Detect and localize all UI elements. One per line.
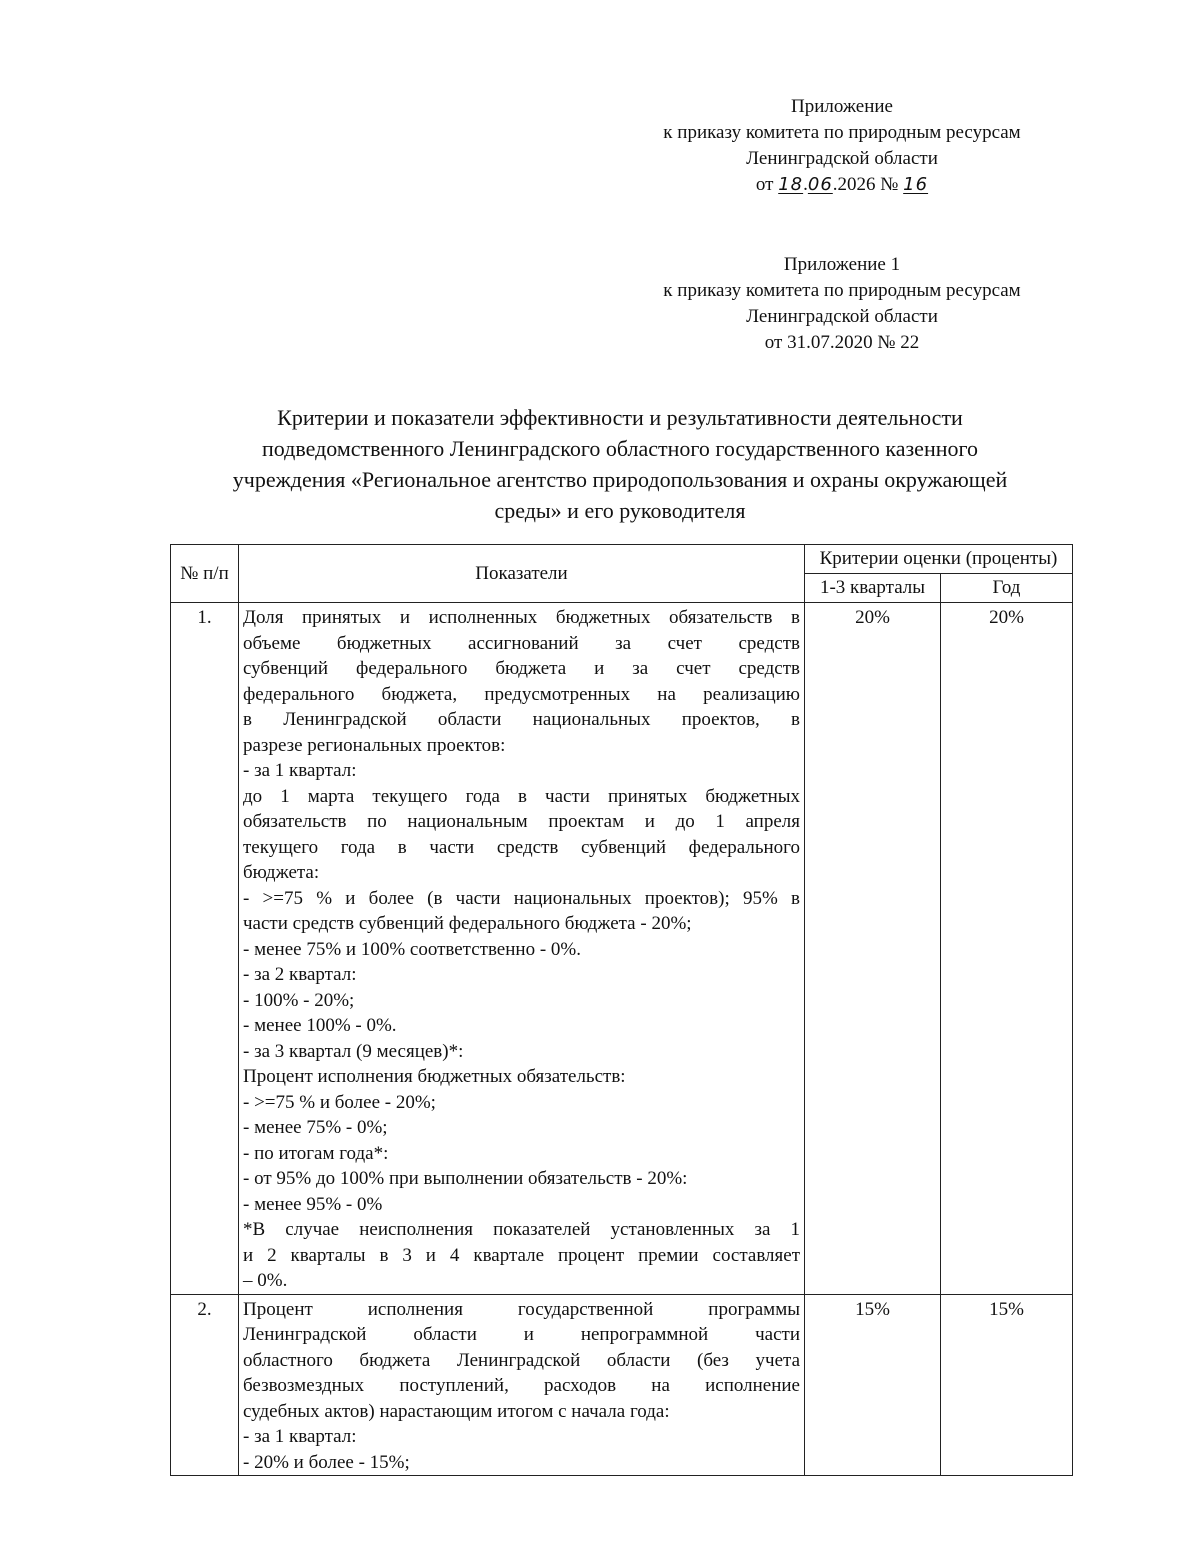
indicator-line: субвенций федерального бюджета и за счет средств bbox=[243, 658, 800, 679]
handwritten-month: 06 bbox=[807, 174, 833, 195]
indicator-line: - 20% и более - 15%; bbox=[243, 1451, 410, 1473]
indicator-line: бюджета: bbox=[243, 862, 320, 883]
attachment-2-line-4: от 31.07.2020 № 22 bbox=[764, 332, 920, 353]
indicator-line: - за 1 квартал: bbox=[243, 1426, 357, 1447]
header-criteria: Критерии оценки (проценты) bbox=[805, 545, 1073, 574]
title-line-2: подведомственного Ленинградского областного государственного казенного bbox=[262, 436, 978, 461]
indicator-line: областного бюджета Ленинградской области (без учета bbox=[243, 1349, 800, 1371]
document-title bbox=[170, 402, 1070, 526]
indicator-line: - >=75 % и более (в части национальных проектов); 95% в bbox=[243, 887, 800, 909]
table-row bbox=[171, 1294, 1073, 1476]
attachment-1-line-2: к приказу комитета по природным ресурсам bbox=[663, 122, 1021, 143]
row-q13-value: 15% bbox=[805, 1294, 941, 1476]
attachment-2-line-3: Ленинградской области bbox=[746, 306, 938, 327]
indicator-line: - менее 95% - 0% bbox=[243, 1193, 383, 1215]
date-prefix: от bbox=[755, 174, 774, 195]
header-q13: 1-3 кварталы bbox=[805, 574, 941, 603]
indicator-line: федерального бюджета, предусмотренных на реализацию bbox=[243, 683, 800, 705]
indicator-line: до 1 марта текущего года в части принятых бюджетных bbox=[243, 785, 800, 807]
indicator-line: - 100% - 20%; bbox=[243, 989, 355, 1011]
attachment-block-2 bbox=[612, 252, 1072, 356]
header-year: Год bbox=[941, 574, 1073, 603]
indicator-line: - по итогам года*: bbox=[243, 1142, 389, 1164]
row-year-value: 15% bbox=[941, 1294, 1073, 1476]
attachment-2-line-2: к приказу комитета по природным ресурсам bbox=[663, 280, 1021, 301]
indicator-line: - менее 75% - 0%; bbox=[243, 1117, 388, 1138]
indicator-line: - менее 75% и 100% соответственно - 0%. bbox=[243, 938, 581, 960]
indicator-line: Процент исполнения государственной программы bbox=[243, 1298, 800, 1320]
header-indicators: Показатели bbox=[239, 545, 805, 603]
indicator-line: Процент исполнения бюджетных обязательств: bbox=[243, 1066, 626, 1087]
date-year: .2026 № bbox=[832, 174, 899, 195]
indicator-line: - >=75 % и более - 20%; bbox=[243, 1091, 436, 1113]
row-year-value: 20% bbox=[941, 603, 1073, 1295]
indicator-line: и 2 кварталы в 3 и 4 квартале процент премии составляет bbox=[243, 1244, 800, 1266]
indicator-line: – 0%. bbox=[243, 1270, 288, 1291]
indicator-line: судебных актов) нарастающим итогом с начала года: bbox=[243, 1400, 670, 1422]
indicator-line: в Ленинградской области национальных проектов, в bbox=[243, 709, 800, 730]
indicator-line: Ленинградской области и непрограммной части bbox=[243, 1324, 800, 1345]
row-number: 2. bbox=[171, 1294, 239, 1476]
attachment-2-line-1: Приложение 1 bbox=[783, 254, 901, 275]
header-num: № п/п bbox=[171, 545, 239, 603]
title-line-1: Критерии и показатели эффективности и результативности деятельности bbox=[277, 405, 963, 430]
indicator-line: - за 2 квартал: bbox=[243, 964, 357, 985]
attachment-1-line-3: Ленинградской области bbox=[746, 148, 938, 169]
attachment-1-date-line: от 18.06.2026 № 16 bbox=[755, 174, 929, 195]
indicator-line: Доля принятых и исполненных бюджетных обязательств в bbox=[243, 607, 800, 628]
indicator-line: обязательств по национальным проектам и до 1 апреля bbox=[243, 811, 800, 832]
indicator-line: текущего года в части средств субвенций федерального bbox=[243, 836, 800, 858]
indicator-line: - за 3 квартал (9 месяцев)*: bbox=[243, 1040, 464, 1062]
row-indicator-text bbox=[239, 1294, 805, 1476]
title-line-4: среды» и его руководителя bbox=[494, 498, 746, 523]
indicator-line: - от 95% до 100% при выполнении обязательств - 20%: bbox=[243, 1168, 688, 1189]
attachment-block-1 bbox=[612, 94, 1072, 198]
indicator-line: - менее 100% - 0%. bbox=[243, 1015, 397, 1036]
row-q13-value: 20% bbox=[805, 603, 941, 1295]
attachment-1-line-1: Приложение bbox=[791, 96, 893, 117]
table-row bbox=[171, 603, 1073, 1295]
row-number: 1. bbox=[171, 603, 239, 1295]
criteria-table bbox=[170, 544, 1073, 1476]
title-line-3: учреждения «Региональное агентство природопользования и охраны окружающей bbox=[232, 467, 1008, 492]
indicator-line: безвозмездных поступлений, расходов на исполнение bbox=[243, 1375, 800, 1396]
handwritten-day: 18 bbox=[778, 174, 804, 195]
indicator-line: *В случае неисполнения показателей установленных за 1 bbox=[243, 1219, 800, 1240]
indicator-line: объеме бюджетных ассигнований за счет средств bbox=[243, 632, 800, 654]
indicator-line: части средств субвенций федерального бюджета - 20%; bbox=[243, 913, 692, 934]
indicator-line: разрезе региональных проектов: bbox=[243, 734, 506, 756]
row-indicator-text bbox=[239, 603, 805, 1295]
indicator-line: - за 1 квартал: bbox=[243, 760, 357, 781]
handwritten-number: 16 bbox=[903, 174, 929, 195]
